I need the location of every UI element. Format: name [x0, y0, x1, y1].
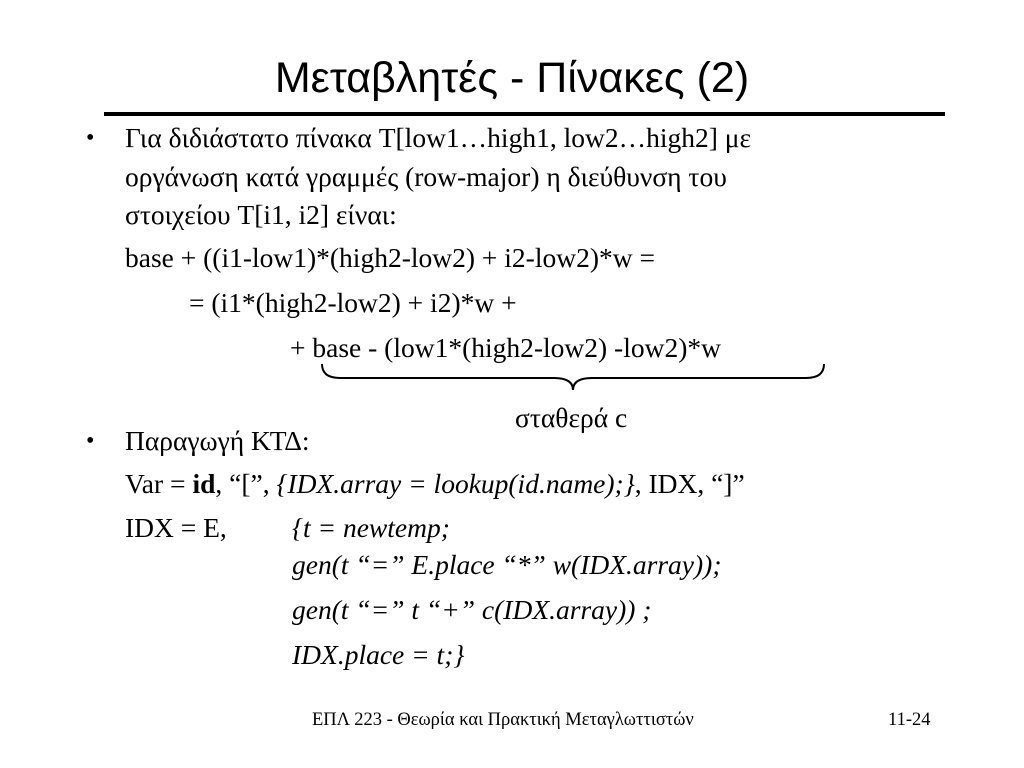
footer-course-title: ΕΠΛ 223 - Θεωρία και Πρακτική Μεταγλωττιστών: [312, 710, 694, 730]
bullet1-text-line1: Για διδιάστατο πίνακα T[low1…high1, low2…high2] με: [125, 122, 752, 153]
address-formula-line3: + base - (low1*(high2-low2) -low2)*w: [290, 332, 721, 363]
bullet-marker: •: [86, 428, 95, 454]
semantic-action-line2: gen(t “=” E.place “*” w(IDX.array));: [292, 549, 722, 580]
curly-brace-icon: [318, 360, 828, 394]
rule-var-id-token: id: [192, 468, 216, 499]
bullet1-text-line3: στοιχείου T[i1, i2] είναι:: [125, 199, 397, 230]
brace-label: σταθερά c: [515, 402, 628, 433]
bullet-marker: •: [86, 125, 95, 151]
grammar-rule-idx-head: IDX = E,: [125, 512, 227, 543]
title-divider: [104, 112, 945, 116]
rule-var-lbracket: , “[”,: [215, 468, 277, 499]
bullet1-text-line2: οργάνωση κατά γραμμές (row-major) η διεύθυνση του: [125, 161, 727, 192]
semantic-action-line3: gen(t “=” t “+” c(IDX.array)) ;: [292, 594, 652, 625]
rule-var-suffix: , IDX, “]”: [634, 468, 745, 499]
rule-var-prefix: Var =: [125, 468, 193, 499]
footer-page-number: 11-24: [888, 710, 931, 730]
bullet2-heading: Παραγωγή ΚΤΔ:: [125, 425, 310, 456]
rule-var-semantic-action: {IDX.array = lookup(id.name);}: [276, 468, 635, 499]
slide-title: Μεταβλητές - Πίνακες (2): [274, 54, 750, 102]
address-formula-line2: = (i1*(high2-low2) + i2)*w +: [189, 287, 517, 318]
semantic-action-line1: {t = newtemp;: [292, 512, 450, 543]
grammar-rule-var: [125, 467, 745, 501]
semantic-action-line4: IDX.place = t;}: [292, 639, 465, 670]
address-formula-line1: base + ((i1-low1)*(high2-low2) + i2-low2)*w =: [125, 242, 655, 273]
